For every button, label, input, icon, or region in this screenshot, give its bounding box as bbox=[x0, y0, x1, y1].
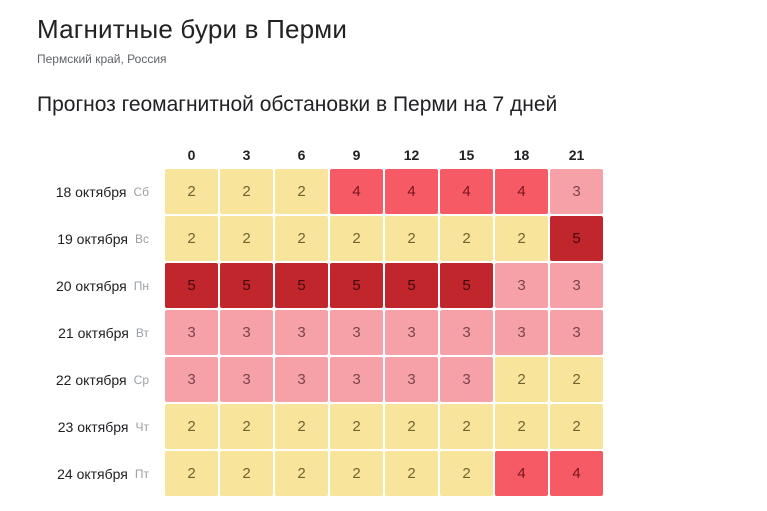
weekday-label: Чт bbox=[135, 419, 149, 434]
kp-cell: 2 bbox=[330, 451, 383, 496]
kp-cell: 2 bbox=[165, 216, 218, 261]
hour-header: 12 bbox=[403, 147, 420, 163]
kp-cell: 2 bbox=[550, 357, 603, 402]
hour-header: 18 bbox=[513, 147, 530, 163]
grid-corner bbox=[37, 143, 163, 167]
date-label: 20 октября bbox=[55, 277, 127, 294]
page-title: Магнитные бури в Перми bbox=[37, 14, 348, 44]
kp-cell: 5 bbox=[165, 263, 218, 308]
hour-header: 3 bbox=[242, 147, 251, 163]
kp-cell: 4 bbox=[495, 169, 548, 214]
hour-header: 9 bbox=[352, 147, 361, 163]
kp-cell: 3 bbox=[440, 357, 493, 402]
kp-cell: 2 bbox=[220, 169, 273, 214]
hour-header: 21 bbox=[568, 147, 585, 163]
row-label bbox=[37, 169, 163, 214]
kp-cell: 2 bbox=[495, 404, 548, 449]
hour-header: 6 bbox=[297, 147, 306, 163]
weekday-label: Ср bbox=[133, 372, 149, 387]
weekday-label: Вт bbox=[135, 325, 149, 340]
kp-cell: 2 bbox=[495, 357, 548, 402]
kp-cell: 3 bbox=[275, 310, 328, 355]
kp-cell: 3 bbox=[495, 263, 548, 308]
kp-cell: 3 bbox=[330, 310, 383, 355]
kp-cell: 2 bbox=[495, 216, 548, 261]
kp-cell: 3 bbox=[440, 310, 493, 355]
kp-cell: 2 bbox=[385, 404, 438, 449]
date-label: 18 октября bbox=[55, 183, 127, 200]
row-label bbox=[37, 310, 163, 355]
kp-cell: 5 bbox=[220, 263, 273, 308]
kp-cell: 3 bbox=[220, 357, 273, 402]
kp-cell: 2 bbox=[165, 169, 218, 214]
kp-cell: 3 bbox=[550, 263, 603, 308]
forecast-heading: Прогноз геомагнитной обстановки в Перми на 7 дней bbox=[37, 93, 558, 116]
kp-cell: 2 bbox=[550, 404, 603, 449]
kp-cell: 2 bbox=[440, 216, 493, 261]
row-label bbox=[37, 216, 163, 261]
kp-cell: 5 bbox=[330, 263, 383, 308]
kp-cell: 3 bbox=[385, 357, 438, 402]
row-label bbox=[37, 263, 163, 308]
kp-cell: 3 bbox=[330, 357, 383, 402]
row-label bbox=[37, 451, 163, 496]
kp-cell: 5 bbox=[275, 263, 328, 308]
page-subtitle: Пермский край, Россия bbox=[37, 52, 167, 66]
kp-cell: 2 bbox=[165, 404, 218, 449]
row-label bbox=[37, 404, 163, 449]
hour-header: 0 bbox=[187, 147, 196, 163]
date-label: 24 октября bbox=[57, 465, 128, 482]
kp-cell: 3 bbox=[165, 357, 218, 402]
weekday-label: Вс bbox=[134, 231, 149, 246]
kp-cell: 3 bbox=[550, 169, 603, 214]
kp-cell: 3 bbox=[550, 310, 603, 355]
kp-cell: 2 bbox=[440, 404, 493, 449]
kp-cell: 3 bbox=[385, 310, 438, 355]
date-label: 19 октября bbox=[57, 230, 128, 247]
kp-cell: 2 bbox=[440, 451, 493, 496]
kp-cell: 4 bbox=[385, 169, 438, 214]
hour-header: 15 bbox=[458, 147, 475, 163]
date-label: 21 октября bbox=[58, 324, 129, 341]
kp-cell: 3 bbox=[165, 310, 218, 355]
kp-cell: 3 bbox=[220, 310, 273, 355]
weekday-label: Пт bbox=[134, 466, 149, 481]
kp-cell: 2 bbox=[330, 404, 383, 449]
kp-cell: 2 bbox=[385, 216, 438, 261]
weekday-label: Пн bbox=[133, 278, 149, 293]
kp-cell: 2 bbox=[220, 404, 273, 449]
kp-cell: 2 bbox=[220, 451, 273, 496]
date-label: 22 октября bbox=[55, 371, 127, 388]
kp-cell: 5 bbox=[440, 263, 493, 308]
kp-cell: 3 bbox=[495, 310, 548, 355]
kp-cell: 3 bbox=[275, 357, 328, 402]
kp-cell: 2 bbox=[330, 216, 383, 261]
kp-cell: 5 bbox=[550, 216, 603, 261]
kp-cell: 4 bbox=[330, 169, 383, 214]
kp-cell: 2 bbox=[275, 169, 328, 214]
kp-cell: 4 bbox=[440, 169, 493, 214]
row-label bbox=[37, 357, 163, 402]
kp-cell: 2 bbox=[220, 216, 273, 261]
kp-cell: 2 bbox=[275, 451, 328, 496]
kp-cell: 2 bbox=[165, 451, 218, 496]
kp-cell: 4 bbox=[495, 451, 548, 496]
kp-cell: 4 bbox=[550, 451, 603, 496]
weekday-label: Сб bbox=[133, 184, 149, 199]
forecast-grid bbox=[37, 143, 603, 496]
date-label: 23 октября bbox=[57, 418, 129, 435]
kp-cell: 5 bbox=[385, 263, 438, 308]
kp-cell: 2 bbox=[275, 404, 328, 449]
kp-cell: 2 bbox=[385, 451, 438, 496]
kp-cell: 2 bbox=[275, 216, 328, 261]
